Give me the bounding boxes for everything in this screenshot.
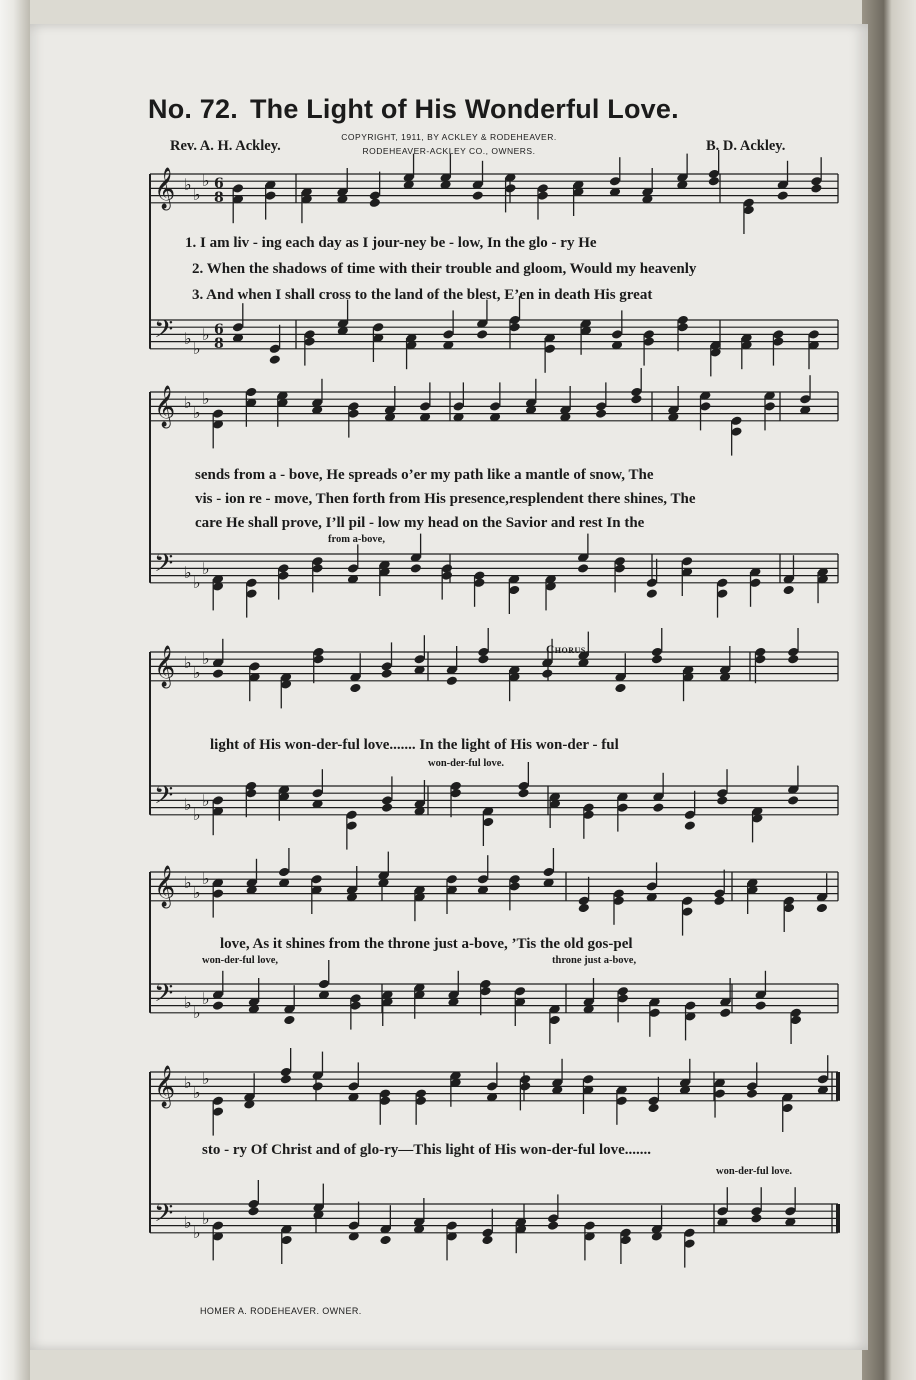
alto-echo-text-4: throne just a-bove, [552,955,637,966]
time-signature-top: 6 [214,322,224,338]
note-head [719,1007,731,1018]
flat-sign: ♭ [184,329,192,348]
note-head [787,654,799,665]
time-signature-bottom: 8 [214,190,224,206]
note-head [472,190,484,201]
flat-sign: ♭ [184,393,192,412]
note-head [646,588,658,599]
flat-sign: ♭ [184,1213,192,1232]
note-head [746,1088,758,1099]
flat-sign: ♭ [202,171,210,190]
treble-clef: 𝄞 [154,168,176,209]
hymn-page [30,24,868,1350]
flat-sign: ♭ [202,1209,210,1228]
lyricist-credit: Rev. A. H. Ackley. [170,138,281,154]
copyright-line-1: COPYRIGHT, 1911, BY ACKLEY & RODEHEAVER. [341,132,557,142]
lyric-chorus-line-1: light of His won-der-ful love....... In the light of His won-der - ful [210,737,619,753]
note-head [754,1000,766,1011]
flat-sign: ♭ [193,805,201,824]
flat-sign: ♭ [184,653,192,672]
note-head [652,802,664,813]
note-head [379,1235,391,1246]
note-head [410,563,422,574]
bass-clef: 𝄢 [154,549,174,584]
note-head [750,1213,762,1224]
note-head [269,354,281,365]
lyric-chorus-line-2: love, As it shines from the throne just a-bove, ’Tis the old gos-pel [220,936,633,952]
hymn-number: No. 72. [148,94,238,124]
flat-sign: ♭ [193,403,201,422]
book-page-edges [0,0,30,1380]
bass-clef: 𝄢 [154,979,174,1014]
treble-clef: 𝄞 [154,1066,176,1107]
note-head [782,585,794,596]
note-head [349,683,361,694]
note-head [647,1103,659,1114]
flat-sign: ♭ [184,993,192,1012]
note-head [381,668,393,679]
note-head [476,329,488,340]
flat-sign: ♭ [193,185,201,204]
flat-sign: ♭ [202,989,210,1008]
flat-sign: ♭ [202,1069,210,1088]
note-head [541,668,553,679]
flat-sign: ♭ [202,649,210,668]
alto-echo-text-5: won-der-ful love. [716,1166,793,1177]
note-head [212,668,224,679]
note-head [708,176,720,187]
flat-sign: ♭ [184,563,192,582]
note-head [369,197,381,208]
note-head [283,1015,295,1026]
note-head [684,820,696,831]
treble-clef: 𝄞 [154,646,176,687]
note-head [247,1206,259,1217]
note-head [595,408,607,419]
lyric-chorus-line-3: sto - ry Of Christ and of glo-ry—This light of His won-der-ful love....... [202,1142,652,1158]
flat-sign: ♭ [202,791,210,810]
lyric-verse-2-line-1: 2. When the shadows of time with their trouble and gloom, Would my heavenly [192,261,697,277]
flat-sign: ♭ [202,389,210,408]
alto-echo-text-2: won-der-ful love. [428,758,505,769]
chorus-label: Chorus. [546,644,590,656]
note-head [577,563,589,574]
note-head [212,1000,224,1011]
flat-sign: ♭ [193,573,201,592]
alto-echo-text-1: from a-bove, [328,534,385,545]
flat-sign: ♭ [202,559,210,578]
flat-sign: ♭ [184,1073,192,1092]
note-head [481,1235,493,1246]
note-head [280,1074,292,1085]
note-head [630,394,642,405]
flat-sign: ♭ [184,795,192,814]
note-head [477,654,489,665]
note-head [810,183,822,194]
flat-sign: ♭ [193,339,201,358]
lyric-verse-1-line-1: 1. I am liv - ing each day as I jour-ney be - low, In the glo - ry He [185,235,597,251]
copyright-line-2: RODEHEAVER-ACKLEY CO., OWNERS. [362,146,536,156]
note-head [517,788,529,799]
book-spine [862,0,916,1380]
note-head [578,903,590,914]
time-signature-top: 6 [214,176,224,192]
lyric-verse-1-line-2: sends from a - bove, He spreads o’er my path like a mantle of snow, The [195,467,654,483]
note-head [381,802,393,813]
treble-clef: 𝄞 [154,866,176,907]
flat-sign: ♭ [193,1083,201,1102]
lyric-verse-3-line-1: 3. And when I shall cross to the land of the blest, E’en in death His great [192,287,653,303]
lyric-verse-2-line-2: vis - ion re - move, Then forth from His presence,resplendent there shines, The [195,491,696,507]
owner-footer: HOMER A. RODEHEAVER. OWNER. [200,1306,362,1316]
flat-sign: ♭ [202,869,210,888]
treble-clef: 𝄞 [154,386,176,427]
bass-clef: 𝄢 [154,781,174,816]
note-head [777,190,789,201]
note-head [446,675,458,686]
note-head [716,795,728,806]
hymn-title: The Light of His Wonderful Love. [249,94,679,124]
note-head [713,895,725,906]
flat-sign: ♭ [193,883,201,902]
composer-credit: B. D. Ackley. [706,138,786,154]
note-head [614,683,626,694]
flat-sign: ♭ [184,873,192,892]
time-signature-bottom: 8 [214,336,224,352]
flat-sign: ♭ [193,1223,201,1242]
note-head [816,903,828,914]
lyric-verse-3-line-2: care He shall prove, I’ll pil - low my head on the Savior and rest In the [195,515,645,531]
flat-sign: ♭ [202,325,210,344]
flat-sign: ♭ [193,663,201,682]
note-head [547,1220,559,1231]
bass-clef: 𝄢 [154,1199,174,1234]
note-head [787,795,799,806]
note-head [311,1081,323,1092]
bass-clef: 𝄢 [154,315,174,350]
alto-echo-text-3: won-der-ful love, [202,955,279,966]
flat-sign: ♭ [184,175,192,194]
note-head [651,654,663,665]
flat-sign: ♭ [193,1003,201,1022]
